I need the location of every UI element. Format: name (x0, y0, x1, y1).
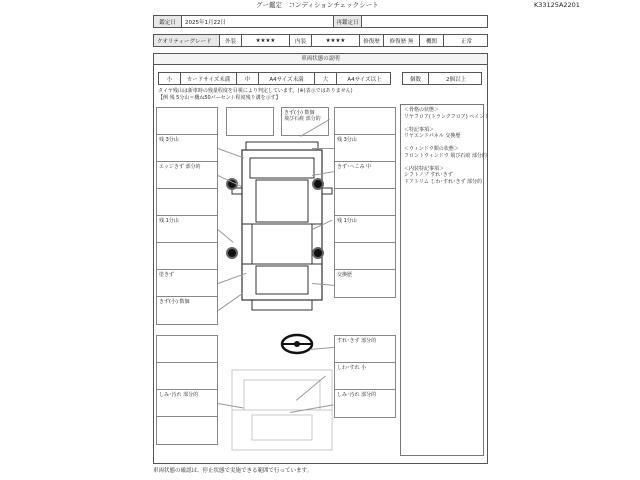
note-line: フロントウィンドウ 飛び石痕 部分的 (404, 152, 487, 159)
legend-small-desc: カードサイズ未満 (181, 73, 237, 84)
notes-box (400, 104, 490, 456)
damage-box-right-4: 残 1分山 (334, 215, 396, 244)
damage-box-top-center: きず(小) 数個 飛び石痕 部分的 (281, 107, 329, 136)
legend-count: 個数 (403, 73, 429, 84)
note-line: ＜内装特記事項＞ (404, 165, 445, 172)
damage-box-left-top-1 (156, 107, 218, 136)
damage-box-right-top-1 (334, 107, 396, 136)
damage-box-bottom-left-1 (156, 335, 218, 364)
tire-rear-left-icon (226, 247, 238, 259)
note-line: シフトノブ すれ･きず (404, 172, 453, 178)
repair-label: 修復歴 (360, 35, 384, 46)
sheet-code: K33125A2201 (534, 1, 580, 9)
note-line: ＜骨格の状態＞ (404, 107, 440, 113)
date-value: 2025年1月22日 (182, 16, 334, 27)
damage-box-left-1: 残 3分山 (156, 134, 218, 163)
damage-box-bottom-right-3: しみ･汚れ 部分的 (334, 389, 396, 418)
damage-box-right-3 (334, 188, 396, 217)
repair-value: 修復歴 無 (384, 35, 420, 46)
section-title: 車両状態の説明 (154, 54, 487, 65)
grade-label: クオリティーグレード (154, 35, 220, 46)
interior-stars: ★★★★ (312, 35, 360, 46)
legend-large: 大 (315, 73, 337, 84)
damage-box-left-3 (156, 188, 218, 217)
size-legend (158, 72, 391, 85)
redate-value (362, 16, 489, 27)
damage-box-left-2: エッジきず 部分的 (156, 161, 218, 190)
legend-small: 小 (159, 73, 181, 84)
damage-box-right-1: 残 3分山 (334, 134, 396, 163)
leader-line (312, 148, 334, 149)
damage-box-left-top-2 (226, 107, 274, 136)
notes-list (401, 105, 490, 187)
date-label: 鑑定日 (154, 16, 182, 27)
damage-box-left-7: きず(小) 数個 (156, 296, 218, 325)
date-row (153, 15, 488, 28)
damage-box-left-5 (156, 242, 218, 271)
damage-box-right-6: 交換歴 (334, 269, 396, 298)
legend-count-desc: 2個以上 (446, 76, 466, 83)
exterior-label: 外装 (220, 35, 242, 46)
engine-label: 機関 (420, 35, 444, 46)
note-line: ＜特記事項＞ (404, 126, 435, 133)
tire-note: タイヤ残山は新車時の残量程度を目視により判定しています。(※)表示ではありません) (158, 88, 353, 94)
car-diagram (222, 140, 342, 460)
engine-value: 正常 (460, 38, 472, 45)
sheet-title: グー鑑定 コンディションチェックシート (256, 1, 379, 9)
damage-box-right-5 (334, 242, 396, 271)
redate-label: 再鑑定日 (334, 16, 362, 27)
tire-example: 【例 残 5分山＝概ね50パーセント程度残り溝を示す】 (158, 95, 281, 101)
note-line: ドアトリム しわ･すれ･きず 部分的 (404, 178, 483, 185)
damage-box-bottom-left-2 (156, 362, 218, 391)
damage-box-bottom-right-2: しわ･すれ 小 (334, 362, 396, 391)
note-line: ＜ウィンドウ類の状態＞ (404, 146, 459, 152)
damage-box-left-4: 残 1分山 (156, 215, 218, 244)
legend-medium-desc: A4サイズ未満 (259, 73, 315, 84)
note-line: リヤエンドパネル 交換歴 (404, 133, 461, 139)
footer-note: 車両状態の確認は、停止状態で実施できる範囲で行っています。 (153, 468, 313, 474)
damage-box-bottom-right-1: すれ･きず 部分的 (334, 335, 396, 364)
note-line: リヤフロア(トランクフロア) ペイント (404, 113, 490, 120)
tire-front-right-icon (312, 178, 324, 190)
damage-box-bottom-left-4 (156, 416, 218, 445)
steering-wheel-icon (280, 333, 314, 355)
exterior-stars: ★★★★ (242, 35, 290, 46)
count-legend (402, 72, 482, 85)
legend-large-desc: A4サイズ以上 (347, 76, 382, 83)
grade-row (153, 34, 488, 47)
interior-label: 内装 (290, 35, 312, 46)
damage-box-right-2: きず･へこみ 中 (334, 161, 396, 190)
legend-medium: 中 (237, 73, 259, 84)
damage-box-bottom-left-3: しみ･汚れ 部分的 (156, 389, 218, 418)
tire-rear-right-icon (312, 247, 324, 259)
damage-box-left-6: 塗きず (156, 269, 218, 298)
